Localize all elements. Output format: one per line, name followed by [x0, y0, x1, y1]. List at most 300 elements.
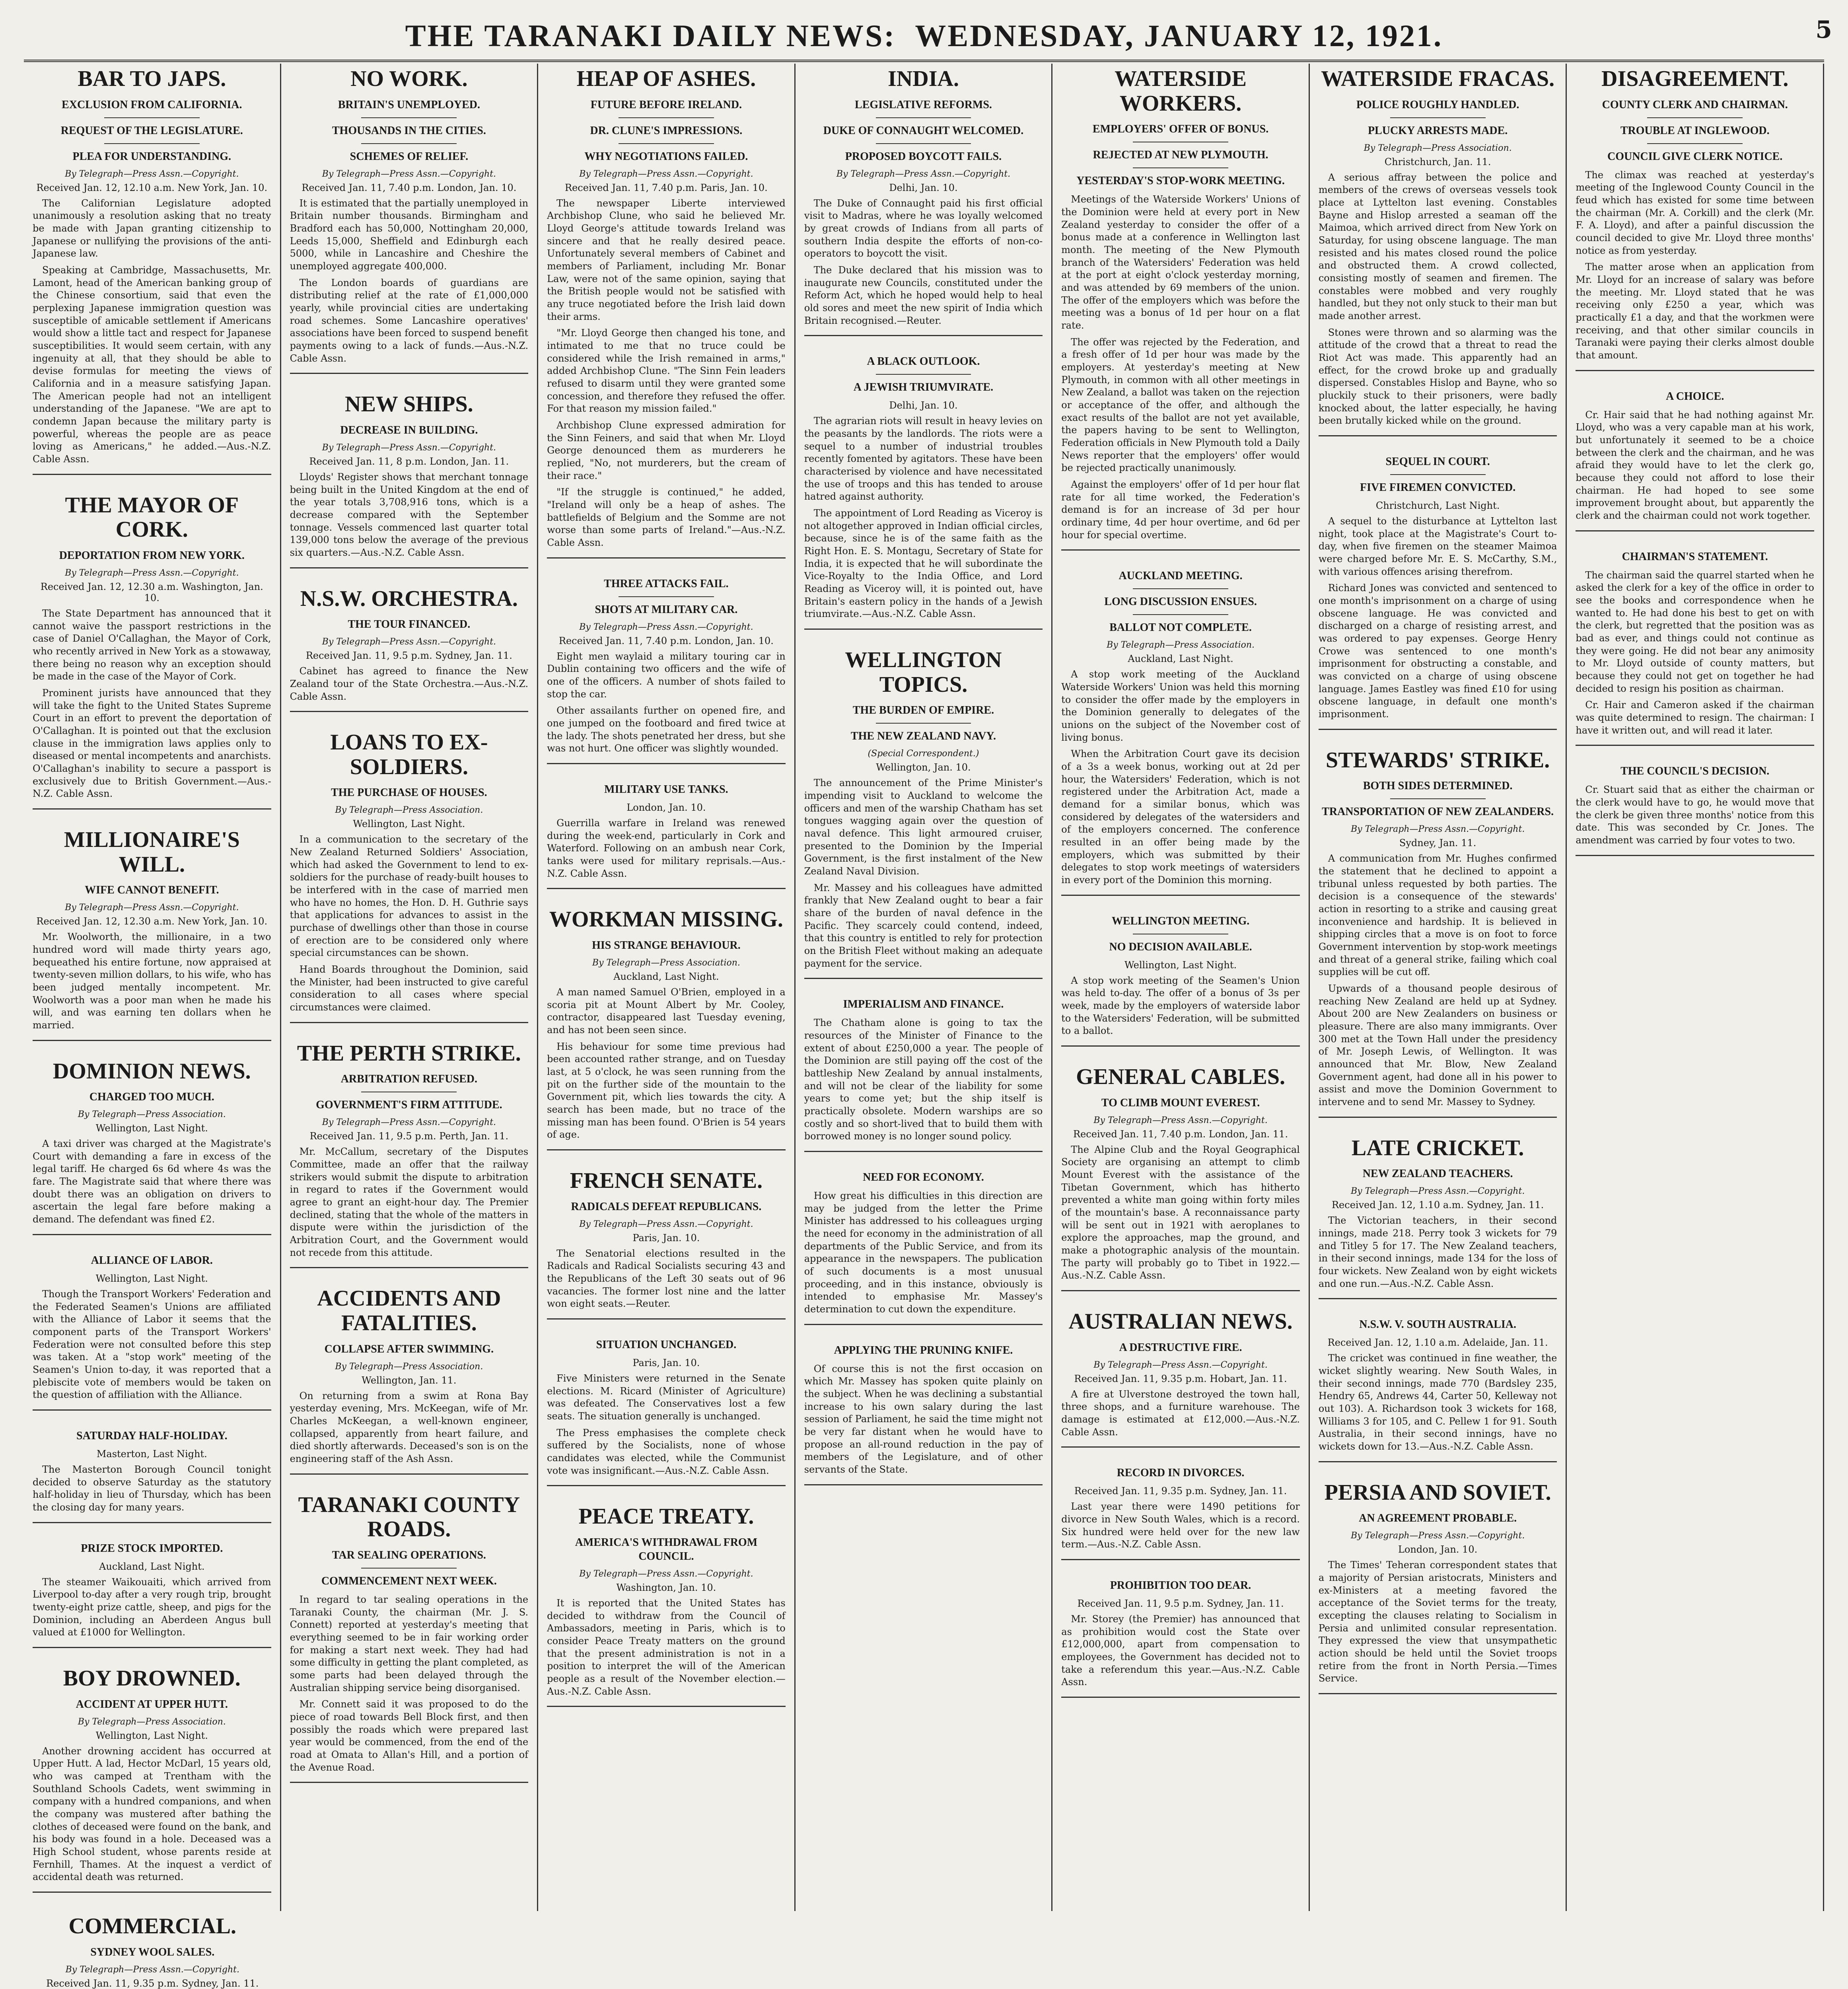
dateline: Received Jan. 12, 1.10 a.m. Sydney, Jan. 11.: [1331, 1199, 1544, 1211]
subheadline: CHAIRMAN'S STATEMENT.: [1622, 550, 1768, 563]
headline: N.S.W. ORCHESTRA.: [300, 586, 518, 611]
article: [1319, 455, 1557, 730]
paragraph: Speaking at Cambridge, Massachusetts, Mr. Lamont, head of the American banking group of the Chinese consortium, said that even the perplexing Japanese immigration question was susceptible of amicable settlement if Americans would show a little tact and respect for Japanese susceptibilities. It would seem certain, with any ingenuity at all, that they should be able to devise formulas for meeting the views of California and in a measure satisfying Japan. The American people had not an intelligent understanding of the Japanese. "We are apt to condemn Japan because the military party is powerful, whereas the people are as peace loving as Americans," he added.—Aus.-N.Z. Cable Assn.: [33, 264, 271, 465]
headline: TARANAKI COUNTY ROADS.: [298, 1492, 520, 1542]
subheadline: AUCKLAND MEETING.: [1119, 570, 1243, 582]
article: [804, 67, 1043, 336]
byline: By Telegraph—Press Assn.—Copyright.: [65, 1964, 239, 1975]
paper-name: THE TARANAKI DAILY NEWS:: [405, 18, 896, 53]
subhead-rule: [361, 117, 457, 118]
subheadline: ACCIDENT AT UPPER HUTT.: [76, 1698, 228, 1711]
paragraph: Prominent jurists have announced that they will take the fight to the United States Supreme Court in an effort to prevent the deportation of O'Callaghan. It is pointed out that the exclusion clause in the immigration laws applies only to diseased or mental incompetents and anarchists. O'Callaghan's inability to secure a passport is exclusively due to British Government.—Aus.-N.Z. Cable Assn.: [33, 687, 271, 800]
subheadline: EMPLOYERS' OFFER OF BONUS.: [1092, 123, 1269, 136]
paragraph: A stop work meeting of the Auckland Waterside Workers' Union was held this morning to consider the offer made by the employers in the Dominion generally to delegates of the unions on the subject of the November cost of living bonus.: [1061, 669, 1300, 743]
headline: INDIA.: [888, 66, 959, 91]
article: [547, 1338, 786, 1486]
article-body: [290, 665, 529, 703]
article: [1319, 1318, 1557, 1462]
article-body: [33, 1576, 271, 1639]
paragraph: Against the employers' offer of 1d per hour flat rate for all time worked, the Federation's demand is for an increase of 3d per hour ordinary time, 4d per hour overtime, and 6d per hour for special overtime.: [1061, 479, 1300, 541]
paragraph: It is estimated that the partially unemployed in Britain number thousands. Birmingham and Bradford each has 50,000, Nottingham 20,000, Leeds 15,000, Sheffield and Edinburgh each 5000, while in Lancashire and Cheshire the unemployed aggregate 400,000.: [290, 197, 529, 272]
headline: DISAGREEMENT.: [1601, 66, 1789, 91]
article-divider: [1576, 370, 1814, 371]
subheadline: GOVERNMENT'S FIRM ATTITUDE.: [316, 1099, 502, 1111]
dateline: London, Jan. 10.: [626, 802, 706, 814]
article-body: [33, 607, 271, 800]
subhead-rule: [619, 596, 714, 597]
subheadline: DR. CLUNE'S IMPRESSIONS.: [590, 124, 743, 137]
article-body: [290, 197, 529, 365]
paragraph: On returning from a swim at Rona Bay yesterday evening, Mrs. McKeegan, wife of Mr. Charles McKeegan, a well-known engineer, collapsed, apparently from heart failure, and died shortly afterwards. Deceased's son is on the engineering staff of the Ash Assn.: [290, 1390, 529, 1465]
paragraph: A taxi driver was charged at the Magistrate's Court with demanding a fare in excess of the legal tariff. He charged 6s 6d where 4s was the fare. The Magistrate said that where there was doubt there was an obligation on drivers to ascertain the legal fare before making a demand. The defendant was fined £2.: [33, 1138, 271, 1225]
headline: PERSIA AND SOVIET.: [1324, 1480, 1551, 1505]
article-body: [290, 471, 529, 559]
dateline: Received Jan. 11, 7.40 p.m. Paris, Jan. 10.: [565, 182, 768, 193]
dateline: Wellington, Jan. 10.: [876, 762, 971, 773]
subheadline: FUTURE BEFORE IRELAND.: [590, 98, 742, 111]
article: [547, 1504, 786, 1707]
subheadline: COLLAPSE AFTER SWIMMING.: [324, 1343, 494, 1355]
article-divider: [290, 1267, 529, 1268]
article-body: [290, 1594, 529, 1774]
dateline: Received Jan. 12, 1.10 a.m. Adelaide, Jan. 11.: [1327, 1337, 1548, 1349]
subheadline: THE TOUR FINANCED.: [348, 618, 471, 631]
subheadline: THE PURCHASE OF HOUSES.: [331, 786, 487, 799]
byline: By Telegraph—Press Association.: [592, 958, 740, 968]
article-body: [804, 777, 1043, 970]
paragraph: When the Arbitration Court gave its decision of a 3s a week bonus, working out at 2d per hour, the Watersiders' Federation, which is not registered under the Arbitration Act, made a demand for a similar bonus, which was considered by delegates of the watersiders and of the employers concerned. The conference resulted in an offer being made by the employers, which was submitted by their delegates to stop work meetings of watersiders in every port of the Dominion this morning.: [1061, 748, 1300, 886]
subheadline: TO CLIMB MOUNT EVEREST.: [1101, 1096, 1260, 1109]
subheadline: SEQUEL IN COURT.: [1385, 455, 1490, 468]
article: [1061, 1310, 1300, 1448]
article-body: [1319, 1352, 1557, 1453]
subhead-rule: [876, 374, 971, 375]
subheadline: AMERICA'S WITHDRAWAL FROM COUNCIL.: [575, 1536, 758, 1563]
article-body: [33, 1745, 271, 1884]
subheadline: NEW ZEALAND TEACHERS.: [1362, 1168, 1513, 1180]
article-divider: [33, 1040, 271, 1041]
article-divider: [547, 1706, 786, 1707]
subhead-rule: [361, 1568, 457, 1569]
article: [290, 730, 529, 1023]
byline: By Telegraph—Press Assn.—Copyright.: [1350, 1186, 1525, 1197]
article: [1319, 67, 1557, 436]
article-divider: [547, 1485, 786, 1486]
article-divider: [1319, 1693, 1557, 1694]
paragraph: The Masterton Borough Council tonight decided to observe Saturday as the statutory half-holiday in lieu of Thursday, which has been the closing day for many years.: [33, 1464, 271, 1513]
article-body: [1576, 169, 1814, 362]
subheadline: WELLINGTON MEETING.: [1111, 915, 1250, 927]
subheadline: A JEWISH TRIUMVIRATE.: [853, 381, 994, 394]
dateline: Auckland, Last Night.: [99, 1561, 205, 1572]
dateline: Auckland, Last Night.: [1128, 653, 1233, 665]
article-body: [547, 817, 786, 880]
dateline: Received Jan. 11, 8 p.m. London, Jan. 11.: [309, 455, 509, 467]
subheadline: NO DECISION AVAILABLE.: [1109, 940, 1252, 953]
paragraph: Archbishop Clune expressed admiration for the Sinn Feiners, and said that when Mr. Lloyd George denounced them as murderers he replied, "No, not murderers, but the cream of their race.": [547, 420, 786, 481]
subheadline: SHOTS AT MILITARY CAR.: [595, 603, 738, 616]
byline: By Telegraph—Press Assn.—Copyright.: [65, 169, 239, 179]
headline: WORKMAN MISSING.: [549, 907, 783, 932]
article-divider: [804, 1484, 1043, 1485]
byline: By Telegraph—Press Assn.—Copyright.: [65, 568, 239, 578]
paragraph: Meetings of the Waterside Workers' Unions of the Dominion were held at every port in New Zealand yesterday to consider the offer of a bonus made at a conference in Wellington last month. The meeting of the New Plymouth branch of the Watersiders' Federation was held at the port at eight o'clock yesterday morning, and was attended by 69 members of the union. The offer of the employers which was before the meeting was a bonus of 1d per hour on a flat rate.: [1061, 194, 1300, 331]
paragraph: Upwards of a thousand people desirous of reaching New Zealand are held up at Sydney. About 200 are New Zealanders on business or pleasure. There are also many immigrants. Over 300 met at the Town Hall under the presidency of Mr. Joseph Lewis, of Wellington. It was announced that Mr. Blow, New Zealand Government agent, had done all in his power to assist and move the Dominion Government to intervene and to send Mr. Massey to Sydney.: [1318, 983, 1557, 1108]
paragraph: The Californian Legislature adopted unanimously a resolution asking that no treaty be made with Japan granting citizenship to Japanese or nullifying the provisions of the anti-Japanese law.: [33, 197, 271, 259]
byline: By Telegraph—Press Association.: [1107, 640, 1255, 650]
subhead-rule: [1647, 143, 1743, 144]
article-divider: [290, 373, 529, 374]
subheadline: DECREASE IN BUILDING.: [340, 424, 478, 436]
article-divider: [547, 763, 786, 764]
paragraph: Mr. Massey and his colleagues have admitted frankly that New Zealand ought to bear a fair share of the burden of naval defence in the Pacific. They scarcely could contend, indeed, that this country is entitled to rely for protection on the British Fleet without making an adequate payment for the service.: [804, 882, 1043, 969]
article-divider: [290, 1782, 529, 1783]
paragraph: Cr. Hair said that he had nothing against Mr. Lloyd, who was a very capable man at his work, but unfortunately it seemed to be a choice between the clerk and the chairman, and he was afraid they would have to let the clerk go, because they could not afford to lose their chairman. He had hoped to see some improvement brought about, but apparently the clerk and the chairman could not work together.: [1576, 409, 1814, 522]
dateline: Received Jan. 12, 12.30 a.m. New York, Jan. 10.: [36, 916, 268, 927]
article-divider: [804, 629, 1043, 630]
article-divider: [1319, 1298, 1557, 1299]
paragraph: The chairman said the quarrel started when he asked the clerk for a key of the office in order to see the books and correspondence when he wanted to. He had done his best to get on with the clerk, but regretted that the position was as bad as ever, and things could not continue as they were going. He did not bear any animosity to Mr. Lloyd outside of county matters, but because they could not get on together he had decided to resign his position as chairman.: [1576, 569, 1814, 694]
paragraph: The offer was rejected by the Federation, and a fresh offer of 1d per hour was made by the employers. At yesterday's meeting at New Plymouth, in common with all other meetings in New Zealand, a ballot was taken on the rejection or acceptance of the offer, and although the exact results of the ballot are not yet available, the papers having to be sent to Wellington, Federation officials in New Plymouth told a Daily News reporter that the employers' offer would be rejected practically unanimously.: [1061, 336, 1300, 474]
dateline: Sydney, Jan. 11.: [1399, 837, 1476, 849]
headline: THE PERTH STRIKE.: [297, 1041, 521, 1066]
paragraph: Last year there were 1490 petitions for divorce in New South Wales, which is a record. Six hundred were held over for the new law term.—Aus.-N.Z. Cable Assn.: [1061, 1501, 1300, 1550]
article-divider: [547, 1149, 786, 1150]
article-body: [804, 415, 1043, 621]
paragraph: Lloyds' Register shows that merchant tonnage being built in the United Kingdom at the end of the year totals 3,708,916 tons, which is a decrease compared with the September tonnage. Vessels commenced last quarter total 139,000 tons below the average of the previous six quarters.—Aus.-N.Z. Cable Assn.: [290, 471, 529, 558]
article-body: [1061, 1613, 1300, 1689]
paragraph: A stop work meeting of the Seamen's Union was held to-day. The offer of a bonus of 3s per week, made by the employers of waterside labor to the Watersiders' Federation, will be submitted to a ballot.: [1061, 975, 1300, 1037]
headline: DOMINION NEWS.: [53, 1059, 251, 1084]
headline: GENERAL CABLES.: [1076, 1065, 1286, 1090]
paragraph: How great his difficulties in this direction are may be judged from the letter the Prime Minister has addressed to his colleagues urging the need for economy in the administration of all departments of the Public Service, and from its appearance in the newspapers. The publication of such documents is a most unusual proceeding, and in this instance, obviously is intended to emphasise Mr. Massey's determination to cut down the expenditure.: [804, 1190, 1043, 1315]
article: [290, 1286, 529, 1474]
headline: BOY DROWNED.: [63, 1666, 241, 1691]
byline: By Telegraph—Press Association.: [1364, 143, 1512, 153]
article: [33, 828, 271, 1041]
subheadline: A BLACK OUTLOOK.: [867, 355, 980, 368]
subheadline: TAR SEALING OPERATIONS.: [332, 1549, 486, 1561]
subheadline: REJECTED AT NEW PLYMOUTH.: [1093, 149, 1268, 162]
dateline: Received Jan. 11, 7.40 p.m. London, Jan. 10.: [558, 635, 774, 646]
article: [804, 1343, 1043, 1485]
paragraph: The newspaper Liberte interviewed Archbishop Clune, who said he believed Mr. Lloyd George's attitude towards Ireland was sincere and that he really desired peace. Unfortunately several members of Cabinet and members of Parliament, including Mr. Bonar Law, were not of the same opinion, saying that the British people would not be satisfied with any truce negotiated before the Irish laid down their arms.: [547, 197, 786, 322]
paragraph: Guerrilla warfare in Ireland was renewed during the week-end, particularly in Cork and Waterford. Following on an ambush near Cork, tanks were used for military reprisals.—Aus.-N.Z. Cable Assn.: [547, 817, 786, 879]
subhead-rule: [1647, 117, 1743, 118]
byline: By Telegraph—Press Association.: [335, 1361, 483, 1372]
headline: LATE CRICKET.: [1351, 1135, 1524, 1160]
article-body: [804, 1363, 1043, 1476]
article: [290, 587, 529, 712]
paragraph: The London boards of guardians are distributing relief at the rate of £1,000,000 yearly, while provincial cities are undertaking road schemes. Some Lancashire operatives' associations have been forced to suspend benefit payments owing to a lack of funds.—Aus.-N.Z. Cable Assn.: [290, 277, 529, 364]
dateline: Delhi, Jan. 10.: [889, 400, 958, 411]
article-body: [1061, 975, 1300, 1037]
article-divider: [1576, 745, 1814, 746]
subheadline: PROHIBITION TOO DEAR.: [1110, 1579, 1251, 1592]
headline: WATERSIDE WORKERS.: [1115, 66, 1247, 116]
subheadline: THE BURDEN OF EMPIRE.: [852, 704, 994, 717]
article-body: [804, 1017, 1043, 1143]
subheadline: BRITAIN'S UNEMPLOYED.: [338, 98, 480, 111]
article: [547, 1169, 786, 1320]
article-body: [804, 197, 1043, 327]
paragraph: The steamer Waikouaiti, which arrived from Liverpool to-day after a very rough trip, brought twenty-eight prize cattle, sheep, and pigs for the Dominion, including an Aberdeen Angus bull valued at £1000 for Wellington.: [33, 1576, 271, 1638]
headline: STEWARDS' STRIKE.: [1325, 747, 1550, 773]
issue-date: WEDNESDAY, JANUARY 12, 1921.: [915, 18, 1443, 53]
article: [1576, 67, 1814, 371]
paragraph: The Times' Teheran correspondent states that a majority of Persian aristocrats, Ministers and ex-Ministers at a meeting favored the acceptance of the Soviet terms for the treaty, excepting the clauses relating to Socialism in Persia and unlimited consular representation. They expressed the view that unsympathetic action should be held until the Soviet troops retire from the front in North Persia.—Times Service.: [1318, 1559, 1557, 1684]
subheadline: SATURDAY HALF-HOLIDAY.: [76, 1429, 228, 1442]
subheadline: RECORD IN DIVORCES.: [1117, 1467, 1245, 1479]
article-divider: [1061, 1559, 1300, 1560]
article-body: [1061, 1144, 1300, 1282]
column-3: [538, 64, 796, 1911]
article-divider: [804, 1324, 1043, 1325]
column-5: [1052, 64, 1310, 1911]
article: [804, 1170, 1043, 1325]
article-divider: [1061, 549, 1300, 551]
dateline: Wellington, Last Night.: [95, 1123, 208, 1134]
subheadline: ARBITRATION REFUSED.: [340, 1073, 478, 1086]
dateline: London, Jan. 10.: [1398, 1544, 1478, 1555]
article-divider: [290, 1022, 529, 1023]
article-divider: [1061, 895, 1300, 896]
article-divider: [804, 1151, 1043, 1152]
article: [547, 577, 786, 764]
article: [1319, 1481, 1557, 1694]
subheadline: REQUEST OF THE LEGISLATURE.: [60, 124, 243, 137]
subheadline: PROPOSED BOYCOTT FAILS.: [845, 150, 1002, 163]
paragraph: A fire at Ulverstone destroyed the town hall, three shops, and a furniture warehouse. The damage is estimated at £12,000.—Aus.-N.Z. Cable Assn.: [1061, 1388, 1300, 1438]
article-body: [33, 1288, 271, 1401]
article: [33, 1666, 271, 1893]
article: [804, 354, 1043, 630]
paragraph: It is reported that the United States has decided to withdraw from the Council of Ambassadors, meeting in Paris, which is to consider Peace Treaty matters on the ground that the present administration is not in a position to interpret the will of the American people as a result of the November election.—Aus.-N.Z. Cable Assn.: [547, 1598, 786, 1697]
paragraph: Of course this is not the first occasion on which Mr. Massey has spoken quite plainly on the subject. When he was declining a substantial increase to his own salary during the last session of Parliament, he said the time might not be very far distant when he would have to propose an all-round reduction in the pay of members of the Legislature, and of other servants of the State.: [804, 1363, 1043, 1475]
byline: (Special Correspondent.): [868, 749, 979, 759]
subheadline: DEPORTATION FROM NEW YORK.: [59, 549, 245, 562]
article: [1319, 748, 1557, 1118]
subhead-rule: [619, 143, 714, 144]
byline: By Telegraph—Press Assn.—Copyright.: [579, 169, 753, 179]
byline: By Telegraph—Press Assn.—Copyright.: [322, 169, 496, 179]
subheadline: TRANSPORTATION OF NEW ZEALANDERS.: [1322, 806, 1554, 818]
headline: MILLIONAIRE'S WILL.: [64, 827, 240, 877]
paragraph: The State Department has announced that it cannot waive the passport restrictions in the case of Daniel O'Callaghan, the Mayor of Cork, who recently arrived in New York as a stowaway, there being no reason why an exception should be made in the case of the Mayor of Cork.: [33, 607, 271, 682]
byline: By Telegraph—Press Association.: [78, 1109, 226, 1120]
article-divider: [290, 711, 529, 712]
article: [33, 1059, 271, 1235]
article-body: [33, 1464, 271, 1514]
article-body: [290, 1390, 529, 1465]
article-body: [1061, 193, 1300, 541]
column-8: [24, 1911, 281, 1989]
paragraph: The Duke of Connaught paid his first official visit to Madras, where he was loyally welcomed by great crowds of Indians from all parts of southern India despite the efforts of non-co-operators to boycott the visit.: [804, 197, 1043, 259]
article-divider: [1319, 1461, 1557, 1462]
paragraph: A sequel to the disturbance at Lyttelton last night, took place at the Magistrate's Court to-day, when five firemen on the steamer Maimoa were charged before Mr. E. S. McCarthy, S.M., with various offences arising therefrom.: [1318, 516, 1557, 577]
byline: By Telegraph—Press Assn.—Copyright.: [579, 1219, 753, 1229]
subheadline: IMPERIALISM AND FINANCE.: [843, 998, 1004, 1011]
article: [1576, 389, 1814, 531]
article: [1319, 1136, 1557, 1300]
article-body: [1061, 668, 1300, 886]
byline: By Telegraph—Press Assn.—Copyright.: [1350, 824, 1525, 835]
article-divider: [33, 1234, 271, 1235]
subhead-rule: [1133, 614, 1228, 615]
headline: LOANS TO EX-SOLDIERS.: [330, 730, 488, 779]
column-2: [281, 64, 539, 1911]
dateline: Auckland, Last Night.: [613, 971, 719, 983]
dateline: Masterton, Last Night.: [96, 1448, 207, 1460]
subheadline: ALLIANCE OF LABOR.: [91, 1254, 213, 1267]
headline: THE MAYOR OF CORK.: [65, 492, 239, 542]
subhead-rule: [104, 143, 200, 144]
subheadline: A DESTRUCTIVE FIRE.: [1119, 1341, 1242, 1354]
article-divider: [804, 335, 1043, 336]
masthead: [24, 12, 1824, 62]
newspaper-columns: [24, 64, 1824, 1989]
article-divider: [33, 808, 271, 810]
dateline: Wellington, Last Night.: [1124, 959, 1237, 971]
subheadline: RADICALS DEFEAT REPUBLICANS.: [571, 1200, 762, 1213]
subheadline: THOUSANDS IN THE CITIES.: [332, 124, 486, 137]
article-divider: [1319, 729, 1557, 730]
headline: WELLINGTON TOPICS.: [845, 648, 1002, 697]
subhead-rule: [1390, 117, 1486, 118]
subhead-rule: [619, 117, 714, 118]
byline: By Telegraph—Press Assn.—Copyright.: [836, 169, 1011, 179]
article-divider: [1061, 1697, 1300, 1698]
headline: BAR TO JAPS.: [78, 66, 226, 91]
dateline: Paris, Jan. 10.: [632, 1232, 700, 1244]
subheadline: NEED FOR ECONOMY.: [863, 1171, 984, 1184]
column-6: [1310, 64, 1567, 1911]
subheadline: WHY NEGOTIATIONS FAILED.: [584, 150, 748, 163]
subheadline: THE NEW ZEALAND NAVY.: [850, 730, 996, 743]
article-body: [804, 1190, 1043, 1316]
byline: By Telegraph—Press Assn.—Copyright.: [1093, 1360, 1268, 1370]
paragraph: A man named Samuel O'Brien, employed in a scoria pit at Mount Albert by Mr. Cooley, contractor, disappeared last Tuesday evening, and has not been seen since.: [547, 987, 786, 1036]
paragraph: Stones were thrown and so alarming was the attitude of the crowd that a threat to read the Riot Act was made. This apparently had an effect, for the crowd broke up and gradually dispersed. Constables Hislop and Bayne, who so pluckily stuck to their prisoners, were badly knocked about, the latter especially, he having been brutally kicked while on the ground.: [1318, 327, 1557, 426]
article-body: [33, 931, 271, 1031]
article: [1061, 1065, 1300, 1291]
subheadline: PRIZE STOCK IMPORTED.: [81, 1542, 223, 1555]
subheadline: SCHEMES OF RELIEF.: [350, 150, 469, 163]
dateline: Received Jan. 11, 9.35 p.m. Hobart, Jan. 11.: [1074, 1373, 1287, 1384]
article-body: [290, 833, 529, 1014]
column-1: [24, 64, 281, 1911]
paragraph: Other assailants further on opened fire, and one jumped on the footboard and fired twice at the lady. The shots penetrated her dress, but she was not hurt. One officer was slightly wounded.: [547, 705, 786, 754]
article-divider: [33, 474, 271, 475]
headline: ACCIDENTS AND FATALITIES.: [317, 1286, 501, 1336]
article: [804, 997, 1043, 1152]
article-divider: [290, 1473, 529, 1475]
article-body: [1061, 1501, 1300, 1551]
dateline: Received Jan. 11, 9.5 p.m. Sydney, Jan. 11.: [1077, 1598, 1284, 1609]
paragraph: The Victorian teachers, in their second innings, made 218. Perry took 3 wickets for 79 and Titley 5 for 17. The New Zealand teachers, in their second innings, made 134 for the loss of four wickets. New Zealand won by eight wickets and one run.—Aus.-N.Z. Cable Assn.: [1318, 1215, 1557, 1289]
article-divider: [1061, 1446, 1300, 1448]
article: [290, 67, 529, 374]
page-number: 5: [1815, 16, 1832, 44]
dateline: Received Jan. 11, 9.35 p.m. Sydney, Jan. 11.: [46, 1977, 259, 1989]
dateline: Delhi, Jan. 10.: [889, 182, 958, 193]
article-body: [547, 650, 786, 755]
subhead-rule: [361, 143, 457, 144]
paragraph: Mr. Woolworth, the millionaire, in a two hundred word will made thirty years ago, bequeathed his entire fortune, now appraised at twenty-seven million dollars, to his wife, who has been judged mentally incompetent. Mr. Woolworth was a poor man when he made his will, and was earning ten dollars when he married.: [33, 931, 271, 1031]
article-body: [1576, 409, 1814, 522]
column-7: [1567, 64, 1824, 1911]
subhead-rule: [1390, 798, 1486, 799]
dateline: Received Jan. 11, 7.40 p.m. London, Jan. 11.: [1073, 1128, 1288, 1140]
paragraph: The Press emphasises the complete check suffered by the Socialists, none of whose candidates was elected, while the Communist vote was insignificant.—Aus.-N.Z. Cable Assn.: [547, 1427, 786, 1476]
subheadline: LEGISLATIVE REFORMS.: [855, 98, 992, 111]
subheadline: BALLOT NOT COMPLETE.: [1109, 621, 1252, 634]
article-divider: [1576, 855, 1814, 856]
headline: FRENCH SENATE.: [570, 1168, 763, 1193]
article-body: [547, 1372, 786, 1477]
paragraph: Eight men waylaid a military touring car in Dublin containing two officers and the wife of one of the officers. A number of shots failed to stop the car.: [547, 650, 786, 700]
dateline: Washington, Jan. 10.: [616, 1582, 716, 1594]
article: [1061, 914, 1300, 1047]
paragraph: Richard Jones was convicted and sentenced to one month's imprisonment on a charge of using obscene language. He was convicted and discharged on a charge of resisting arrest, and was ordered to pay expenses. George Henry Crowe was sentenced to one month's imprisonment for obstructing a constable, and was convicted on a charge of using obscene language. James Eastley was fined £10 for using obscene language, in default one month's imprisonment.: [1318, 582, 1557, 720]
subheadline: EXCLUSION FROM CALIFORNIA.: [62, 98, 242, 111]
subheadline: A CHOICE.: [1666, 390, 1724, 403]
article-body: [1576, 569, 1814, 737]
article-body: [1319, 171, 1557, 427]
article: [547, 907, 786, 1150]
headline: COMMERCIAL.: [68, 1913, 237, 1938]
dateline: Wellington, Jan. 11.: [362, 1374, 457, 1386]
byline: By Telegraph—Press Assn.—Copyright.: [1093, 1115, 1268, 1125]
paragraph: Though the Transport Workers' Federation and the Federated Seamen's Unions are affiliated with the Alliance of Labor it seems that the component parts of the Transport Workers' Federation were not consulted before this step was taken. At a "stop work" meeting of the Seamen's Union to-day, it was reported that a plebiscite vote of members would be taken on the question of affiliation with the Alliance.: [33, 1288, 271, 1401]
subheadline: TROUBLE AT INGLEWOOD.: [1620, 124, 1770, 137]
subheadline: DUKE OF CONNAUGHT WELCOMED.: [823, 124, 1024, 137]
dateline: Paris, Jan. 10.: [632, 1357, 700, 1369]
article: [290, 1493, 529, 1783]
paragraph: "If the struggle is continued," he added, "Ireland will only be a heap of ashes. The battlefields of Belgium and the Somme are not worse than some parts of Ireland."—Aus.-N.Z. Cable Assn.: [547, 487, 786, 549]
dateline: Received Jan. 11, 7.40 p.m. London, Jan. 10.: [302, 182, 517, 193]
article-divider: [1061, 1290, 1300, 1291]
paragraph: The Duke declared that his mission was to inaugurate new Councils, constituted under the Reform Act, which he hoped would help to heal old sores and meet the new spirit of India which Britain recognised.—Reuter.: [804, 264, 1043, 326]
paragraph: "Mr. Lloyd George then changed his tone, and intimated to me that no truce could be considered while the Irish remained in arms," added Archbishop Clune. "The Sinn Fein leaders refused to disarm until they were granted some concession, and therefore they refused the offer. For that reason my mission failed.": [547, 327, 786, 415]
article: [33, 1429, 271, 1523]
article: [290, 1041, 529, 1269]
paragraph: Mr. McCallum, secretary of the Disputes Committee, made an offer that the railway strikers would submit the dispute to arbitration in regard to rates if the Government would agree to grant an eight-hour day. The Premier declined, stating that the whole of the matters in dispute were within the jurisdiction of the Arbitration Court, and the Government would not recede from this attitude.: [290, 1146, 529, 1258]
paragraph: The Senatorial elections resulted in the Radicals and Radical Socialists securing 43 and the Republicans of the Left 30 seats out of 96 vacancies. The former lost nine and the latter won eight seats.—Reuter.: [547, 1248, 786, 1310]
headline: AUSTRALIAN NEWS.: [1068, 1309, 1293, 1334]
paragraph: The cricket was continued in fine weather, the wicket slightly wearing. New South Wales, in their second innings, made 770 (Bardsley 235, Hendry 65, Andrews 44, Carter 50, Kelleway not out 103). A. Richardson took 3 wickets for 168, Williams 3 for 105, and C. Pellew 1 for 91. South Australia, in their second innings, have no wickets down for 13.—Aus.-N.Z. Cable Assn.: [1318, 1353, 1557, 1452]
subhead-rule: [1390, 474, 1486, 475]
headline: PEACE TREATY.: [578, 1504, 754, 1529]
paragraph: The announcement of the Prime Minister's impending visit to Auckland to welcome the officers and men of the warship Chatham has set tongues wagging again over the question of naval defence. This light armoured cruiser, presented to the Dominion by the Imperial Government, is the first instalment of the New Zealand Naval Division.: [804, 777, 1043, 877]
paragraph: Hand Boards throughout the Dominion, said the Minister, had been instructed to give careful consideration to all cases where special circumstances were claimed.: [290, 964, 529, 1013]
article: [33, 493, 271, 810]
subheadline: PLUCKY ARRESTS MADE.: [1368, 124, 1508, 137]
article-divider: [33, 1647, 271, 1648]
article-body: [1319, 1214, 1557, 1290]
subheadline: HIS STRANGE BEHAVIOUR.: [592, 939, 741, 952]
article: [33, 1541, 271, 1648]
paragraph: The climax was reached at yesterday's meeting of the Inglewood County Council in the feud which has existed for some time between the chairman (Mr. A. Corkill) and the clerk (Mr. F. A. Lloyd), and after a painful discussion the council decided to give Mr. Lloyd three months' notice as from yesterday.: [1576, 169, 1814, 256]
dateline: Received Jan. 11, 9.5 p.m. Sydney, Jan. 11.: [305, 650, 512, 662]
paragraph: Cabinet has agreed to finance the New Zealand tour of the State Orchestra.—Aus.-N.Z. Cable Assn.: [290, 666, 529, 702]
subheadline: MILITARY USE TANKS.: [604, 783, 728, 796]
article-body: [1319, 515, 1557, 721]
dateline: Received Jan. 12, 12.30 a.m. Washington, Jan. 10.: [40, 581, 263, 603]
byline: By Telegraph—Press Assn.—Copyright.: [65, 903, 239, 913]
article-body: [33, 197, 271, 466]
paragraph: In regard to tar sealing operations in the Taranaki County, the chairman (Mr. J. S. Connett) reported at yesterday's meeting that everything seemed to be in fair working order for making a start next week. They had had some difficulty in getting the plant completed, as some parts had been delayed through the Australian shipping service being disorganised.: [290, 1594, 529, 1693]
